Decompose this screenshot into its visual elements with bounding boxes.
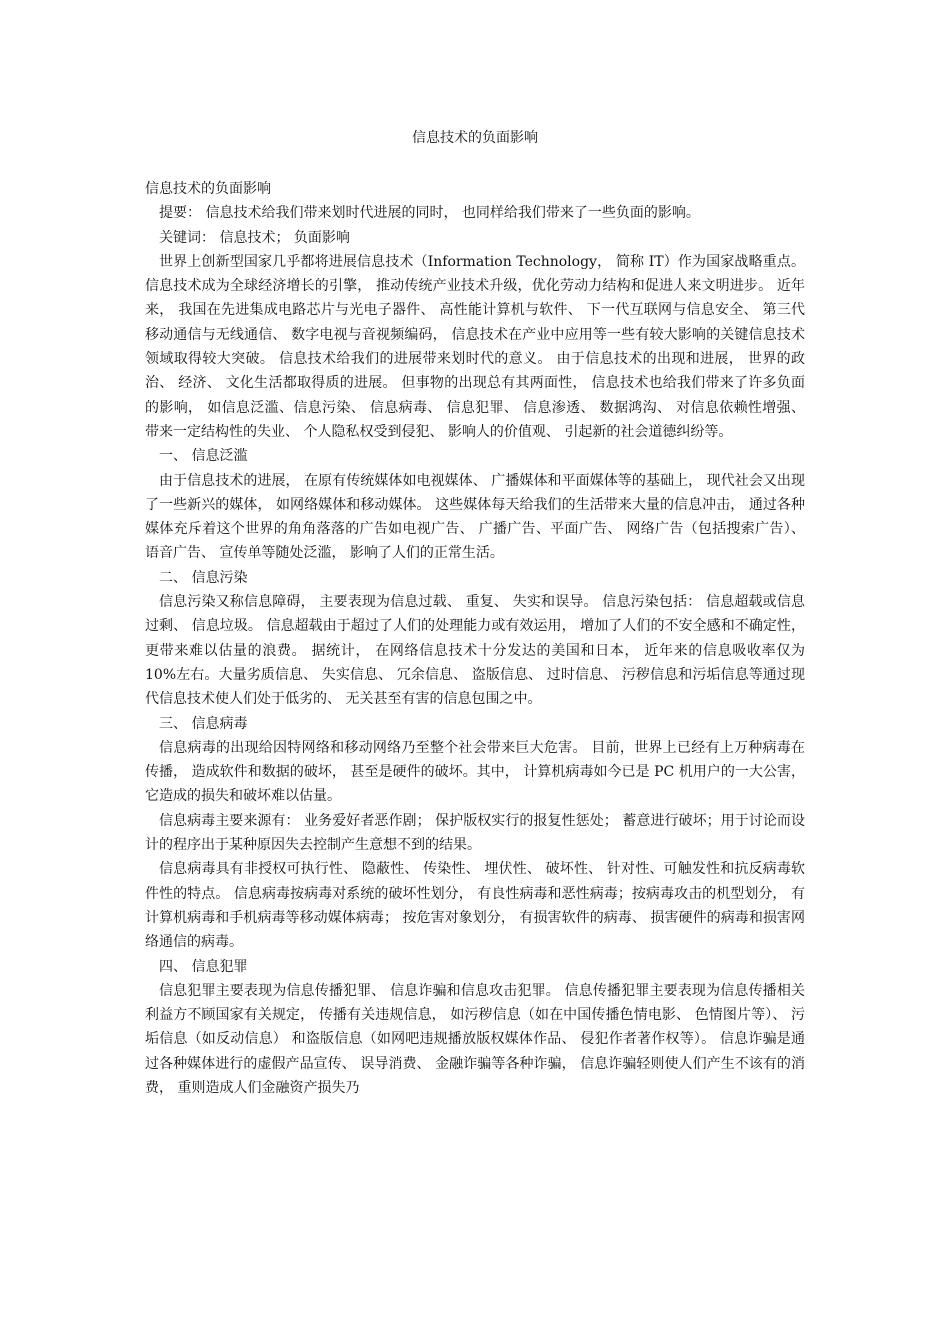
paragraph: 关键词： 信息技术； 负面影响: [159, 229, 350, 246]
paragraph: 信息病毒主要来源有： 业务爱好者恶作剧； 保护版权实行的报复性惩处； 蓄意进行破坏；用于讨论而设计的程序出于某种原因失去控制产生意想不到的结果。: [145, 812, 805, 854]
paragraph: 由于信息技术的进展， 在原有传统媒体如电视媒体、 广播媒体和平面媒体等的基础上， 现代社会又出现了一些新兴的媒体， 如网络媒体和移动媒体。 这些媒体每天给我们的生活带来大量的信息冲击， 通过各种媒体充斥着这个世界的角角落落的广告如电视广告、 广播广告、平面广告、 网络广告（包括搜索广告）、 语音广告、 宣传单等随处泛滥， 影响了人们的正常生活。: [145, 472, 805, 562]
section-heading: 二、 信息污染: [159, 569, 248, 586]
paragraph: 信息技术的负面影响: [145, 181, 271, 197]
paragraph: 信息犯罪主要表现为信息传播犯罪、 信息诈骗和信息攻击犯罪。 信息传播犯罪主要表现为信息传播相关利益方不顾国家有关规定， 传播有关违规信息， 如污秽信息（如在中国传播色情电影、 色情图片等）、 污垢信息（如反动信息） 和盗版信息（如网吧违规播放版权媒体作品、 侵犯作者著作权等）。 信息诈骗是通过各种媒体进行的虚假产品宣传、 误导消费、 金融诈骗等各种诈骗， 信息诈骗轻则使人们产生不该有的消费， 重则造成人们金融资产损失乃: [145, 982, 805, 1096]
paragraph: 提要： 信息技术给我们带来划时代进展的同时， 也同样给我们带来了一些负面的影响。: [159, 205, 700, 222]
section-heading: 一、 信息泛滥: [159, 448, 248, 465]
document-title: 信息技术的负面影响: [412, 130, 538, 146]
paragraph: 世界上创新型国家几乎都将进展信息技术（Information Technology， 简称 IT）作为国家战略重点。 信息技术成为全球经济增长的引擎， 推动传统产业技术升级，优化劳动力结构和促进人来文明进步。 近年来， 我国在先进集成电路芯片与光电子器件、 高性能计算机与软件、 下一代互联网与信息安全、 第三代移动通信与无线通信、 数字电视与音视频编码， 信息技术在产业中应用等一些有较大影响的关键信息技术领域取得较大突破。 信息技术给我们的进展带来划时代的意义。 由于信息技术的出现和进展， 世界的政治、 经济、 文化生活都取得质的进展。 但事物的出现总有其两面性， 信息技术也给我们带来了许多负面的影响， 如信息泛滥、信息污染、 信息病毒、 信息犯罪、 信息渗透、 数据鸿沟、 对信息依赖性增强、 带来一定结构性的失业、 个人隐私权受到侵犯、 影响人的价值观、 引起新的社会道德纠纷等。: [145, 253, 805, 440]
section-heading: 四、 信息犯罪: [159, 958, 248, 975]
paragraph: 信息病毒的出现给因特网络和移动网络乃至整个社会带来巨大危害。 目前，世界上已经有上万种病毒在传播， 造成软件和数据的破坏， 甚至是硬件的破坏。其中， 计算机病毒如今已是 PC 机用户的一大公害， 它造成的损失和破坏难以估量。: [145, 739, 805, 805]
section-heading: 三、 信息病毒: [159, 715, 248, 732]
paragraph: 信息病毒具有非授权可执行性、 隐蔽性、 传染性、 埋伏性、 破坏性、 针对性、可触发性和抗反病毒软件性的特点。 信息病毒按病毒对系统的破坏性划分， 有良性病毒和恶性病毒；按病毒攻击的机型划分， 有计算机病毒和手机病毒等移动媒体病毒； 按危害对象划分， 有损害软件的病毒、 损害硬件的病毒和损害网络通信的病毒。: [145, 861, 805, 951]
paragraph: 信息污染又称信息障碍， 主要表现为信息过载、 重复、 失实和误导。 信息污染包括： 信息超载或信息过剩、 信息垃圾。 信息超载由于超过了人们的处理能力或有效运用， 增加了人们的不安全感和不确定性， 更带来难以估量的浪费。 据统计， 在网络信息技术十分发达的美国和日本， 近年来的信息吸收率仅为 10%左右。大量劣质信息、 失实信息、 冗余信息、 盗版信息、 过时信息、 污秽信息和污垢信息等通过现代信息技术使人们处于低劣的、 无关甚至有害的信息包围之中。: [145, 594, 805, 708]
document-body: [145, 177, 805, 1100]
